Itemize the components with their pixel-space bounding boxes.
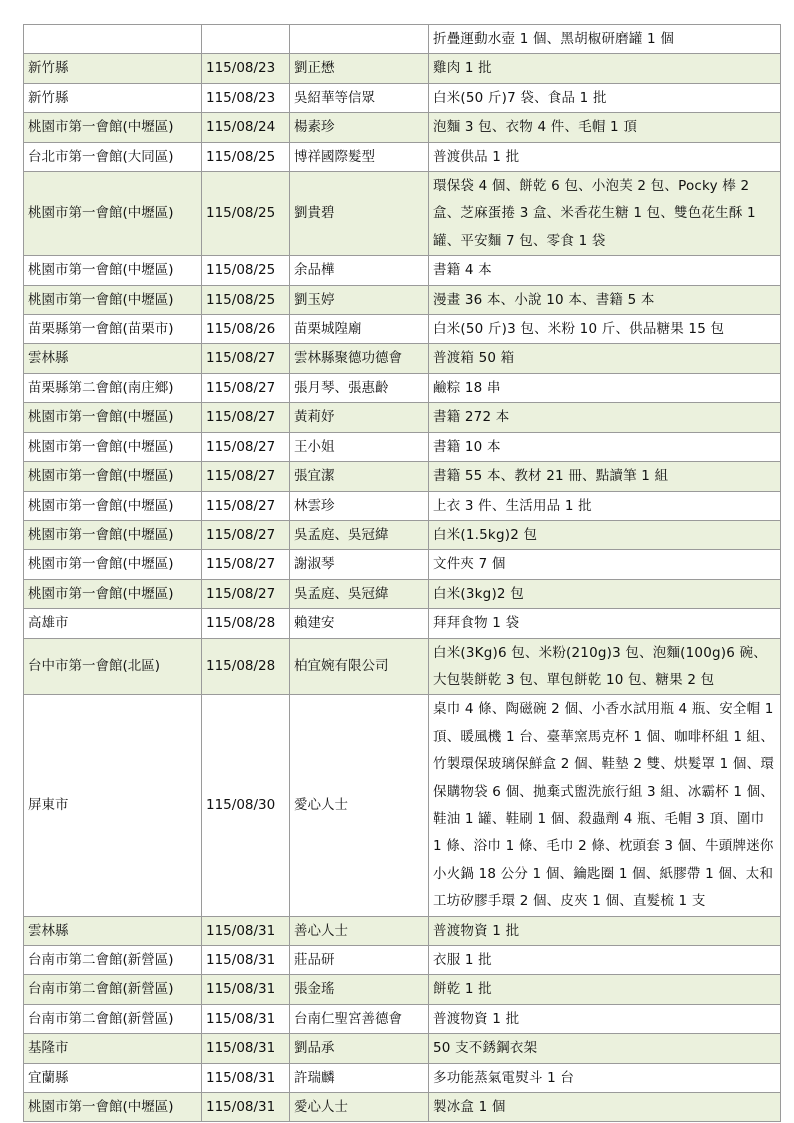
donation-date-cell: 115/08/26 [202,315,290,344]
table-row [24,432,781,461]
donor-name-cell: 吳孟庭、吳冠緯 [290,520,429,549]
donated-items-cell: 書籍 10 本 [429,432,781,461]
donor-name-cell: 劉玉婷 [290,285,429,314]
donor-location-cell: 桃園市第一會館(中壢區) [24,520,202,549]
donor-location-cell: 桃園市第一會館(中壢區) [24,491,202,520]
table-row [24,946,781,975]
donor-location-cell [24,25,202,54]
donation-date-cell: 115/08/27 [202,550,290,579]
donation-date-cell: 115/08/31 [202,975,290,1004]
donor-location-cell: 新竹縣 [24,54,202,83]
donor-location-cell: 台北市第一會館(大同區) [24,142,202,171]
donated-items-cell: 普渡箱 50 箱 [429,344,781,373]
donor-location-cell: 台南市第二會館(新營區) [24,975,202,1004]
donor-location-cell: 基隆市 [24,1034,202,1063]
donation-date-cell: 115/08/31 [202,916,290,945]
donation-date-cell: 115/08/27 [202,373,290,402]
donation-date-cell: 115/08/27 [202,491,290,520]
donated-items-cell: 鹼粽 18 串 [429,373,781,402]
donor-name-cell: 柏宜婉有限公司 [290,638,429,695]
table-row [24,373,781,402]
donor-location-cell: 雲林縣 [24,344,202,373]
donated-items-cell: 書籍 55 本、教材 21 冊、點讀筆 1 組 [429,462,781,491]
donation-date-cell: 115/08/31 [202,1063,290,1092]
donation-table [23,24,781,1122]
table-row [24,550,781,579]
donated-items-cell: 白米(3kg)2 包 [429,579,781,608]
donation-date-cell: 115/08/31 [202,1004,290,1033]
table-row [24,695,781,916]
donated-items-cell: 白米(1.5kg)2 包 [429,520,781,549]
donated-items-cell: 書籍 272 本 [429,403,781,432]
donation-date-cell: 115/08/25 [202,142,290,171]
donor-location-cell: 桃園市第一會館(中壢區) [24,550,202,579]
table-row [24,54,781,83]
donated-items-cell: 泡麵 3 包、衣物 4 件、毛帽 1 頂 [429,113,781,142]
donated-items-cell: 文件夾 7 個 [429,550,781,579]
donor-location-cell: 桃園市第一會館(中壢區) [24,1093,202,1122]
donation-date-cell [202,25,290,54]
donation-date-cell: 115/08/27 [202,403,290,432]
donor-name-cell: 吳紹華等信眾 [290,83,429,112]
donated-items-cell: 上衣 3 件、生活用品 1 批 [429,491,781,520]
donated-items-cell: 50 支不銹鋼衣架 [429,1034,781,1063]
donated-items-cell: 書籍 4 本 [429,256,781,285]
donor-location-cell: 屏東市 [24,695,202,916]
donor-name-cell: 愛心人士 [290,1093,429,1122]
table-row [24,520,781,549]
donor-name-cell: 王小姐 [290,432,429,461]
table-row [24,916,781,945]
donation-date-cell: 115/08/28 [202,609,290,638]
table-row [24,285,781,314]
donation-date-cell: 115/08/25 [202,285,290,314]
donated-items-cell: 白米(50 斤)3 包、米粉 10 斤、供品糖果 15 包 [429,315,781,344]
donation-date-cell: 115/08/31 [202,1034,290,1063]
donated-items-cell: 雞肉 1 批 [429,54,781,83]
donor-name-cell: 黃莉妤 [290,403,429,432]
donation-date-cell: 115/08/27 [202,579,290,608]
donated-items-cell: 白米(3Kg)6 包、米粉(210g)3 包、泡麵(100g)6 碗、大包裝餅乾 3 包、單包餅乾 10 包、糖果 2 包 [429,638,781,695]
donation-date-cell: 115/08/27 [202,344,290,373]
table-row [24,25,781,54]
donated-items-cell: 餅乾 1 批 [429,975,781,1004]
table-row [24,83,781,112]
table-row [24,1004,781,1033]
donation-date-cell: 115/08/23 [202,54,290,83]
donation-date-cell: 115/08/24 [202,113,290,142]
donation-date-cell: 115/08/27 [202,462,290,491]
donor-location-cell: 桃園市第一會館(中壢區) [24,403,202,432]
table-row [24,256,781,285]
donated-items-cell: 拜拜食物 1 袋 [429,609,781,638]
donor-location-cell: 桃園市第一會館(中壢區) [24,462,202,491]
donor-location-cell: 苗栗縣第二會館(南庄鄉) [24,373,202,402]
donated-items-cell: 漫畫 36 本、小說 10 本、書籍 5 本 [429,285,781,314]
donor-name-cell: 余品樺 [290,256,429,285]
donor-location-cell: 桃園市第一會館(中壢區) [24,256,202,285]
table-row [24,462,781,491]
donor-location-cell: 桃園市第一會館(中壢區) [24,172,202,256]
donation-date-cell: 115/08/25 [202,172,290,256]
donor-name-cell: 劉品承 [290,1034,429,1063]
donor-name-cell: 吳孟庭、吳冠緯 [290,579,429,608]
donor-location-cell: 宜蘭縣 [24,1063,202,1092]
donated-items-cell: 桌巾 4 條、陶磁碗 2 個、小香水試用瓶 4 瓶、安全帽 1 頂、暖風機 1 台、臺華窯馬克杯 1 個、咖啡杯組 1 組、竹製環保玻璃保鮮盒 2 個、鞋墊 2 雙、烘髮罩 1 個、環保購物袋 6 個、拋棄式盥洗旅行組 3 組、冰霸杯 1 個、鞋油 1 罐、鞋刷 1 個、殺蟲劑 4 瓶、毛帽 3 頂、圍巾 1 條、浴巾 1 條、毛巾 2 條、枕頭套 3 個、牛頭牌迷你小火鍋 18 公分 1 個、鑰匙圈 1 個、紙膠帶 1 個、太和工坊矽膠手環 2 個、皮夾 1 個、直髮梳 1 支 [429,695,781,916]
donation-date-cell: 115/08/27 [202,432,290,461]
donor-location-cell: 苗栗縣第一會館(苗栗市) [24,315,202,344]
donation-table-body [24,25,781,1122]
donor-name-cell: 許瑞麟 [290,1063,429,1092]
donation-date-cell: 115/08/23 [202,83,290,112]
donor-name-cell: 台南仁聖宮善德會 [290,1004,429,1033]
donated-items-cell: 普渡供品 1 批 [429,142,781,171]
donor-name-cell: 張宜潔 [290,462,429,491]
donor-name-cell: 愛心人士 [290,695,429,916]
donor-name-cell: 苗栗城隍廟 [290,315,429,344]
table-row [24,315,781,344]
donor-location-cell: 桃園市第一會館(中壢區) [24,285,202,314]
donor-name-cell: 賴建安 [290,609,429,638]
table-row [24,579,781,608]
table-row [24,1063,781,1092]
donated-items-cell: 普渡物資 1 批 [429,916,781,945]
donor-location-cell: 桃園市第一會館(中壢區) [24,432,202,461]
donated-items-cell: 衣服 1 批 [429,946,781,975]
donor-name-cell: 林雲珍 [290,491,429,520]
donation-date-cell: 115/08/25 [202,256,290,285]
donated-items-cell: 白米(50 斤)7 袋、食品 1 批 [429,83,781,112]
donor-location-cell: 台中市第一會館(北區) [24,638,202,695]
donor-name-cell: 劉正懋 [290,54,429,83]
donated-items-cell: 普渡物資 1 批 [429,1004,781,1033]
table-row [24,1093,781,1122]
table-row [24,491,781,520]
donor-name-cell: 莊品研 [290,946,429,975]
donation-date-cell: 115/08/31 [202,1093,290,1122]
donation-date-cell: 115/08/31 [202,946,290,975]
donor-name-cell: 善心人士 [290,916,429,945]
donor-location-cell: 台南市第二會館(新營區) [24,946,202,975]
table-row [24,975,781,1004]
donor-location-cell: 雲林縣 [24,916,202,945]
table-row [24,403,781,432]
donor-name-cell: 博祥國際髮型 [290,142,429,171]
donor-location-cell: 高雄市 [24,609,202,638]
donated-items-cell: 折疊運動水壺 1 個、黑胡椒研磨罐 1 個 [429,25,781,54]
donated-items-cell: 環保袋 4 個、餅乾 6 包、小泡芙 2 包、Pocky 棒 2 盒、芝麻蛋捲 3 盒、米香花生糖 1 包、雙色花生酥 1 罐、平安麵 7 包、零食 1 袋 [429,172,781,256]
table-row [24,142,781,171]
donor-location-cell: 桃園市第一會館(中壢區) [24,579,202,608]
donor-name-cell: 劉貴碧 [290,172,429,256]
donor-name-cell: 張月琴、張惠齡 [290,373,429,402]
table-row [24,609,781,638]
table-row [24,344,781,373]
table-row [24,638,781,695]
donor-name-cell: 張金瑤 [290,975,429,1004]
donor-name-cell: 雲林縣聚德功德會 [290,344,429,373]
donation-date-cell: 115/08/30 [202,695,290,916]
donor-location-cell: 新竹縣 [24,83,202,112]
donation-date-cell: 115/08/28 [202,638,290,695]
donor-name-cell [290,25,429,54]
donor-location-cell: 桃園市第一會館(中壢區) [24,113,202,142]
donor-location-cell: 台南市第二會館(新營區) [24,1004,202,1033]
donated-items-cell: 製冰盒 1 個 [429,1093,781,1122]
table-row [24,1034,781,1063]
donor-name-cell: 楊素珍 [290,113,429,142]
donation-date-cell: 115/08/27 [202,520,290,549]
donated-items-cell: 多功能蒸氣電熨斗 1 台 [429,1063,781,1092]
table-row [24,172,781,256]
table-row [24,113,781,142]
donor-name-cell: 謝淑琴 [290,550,429,579]
